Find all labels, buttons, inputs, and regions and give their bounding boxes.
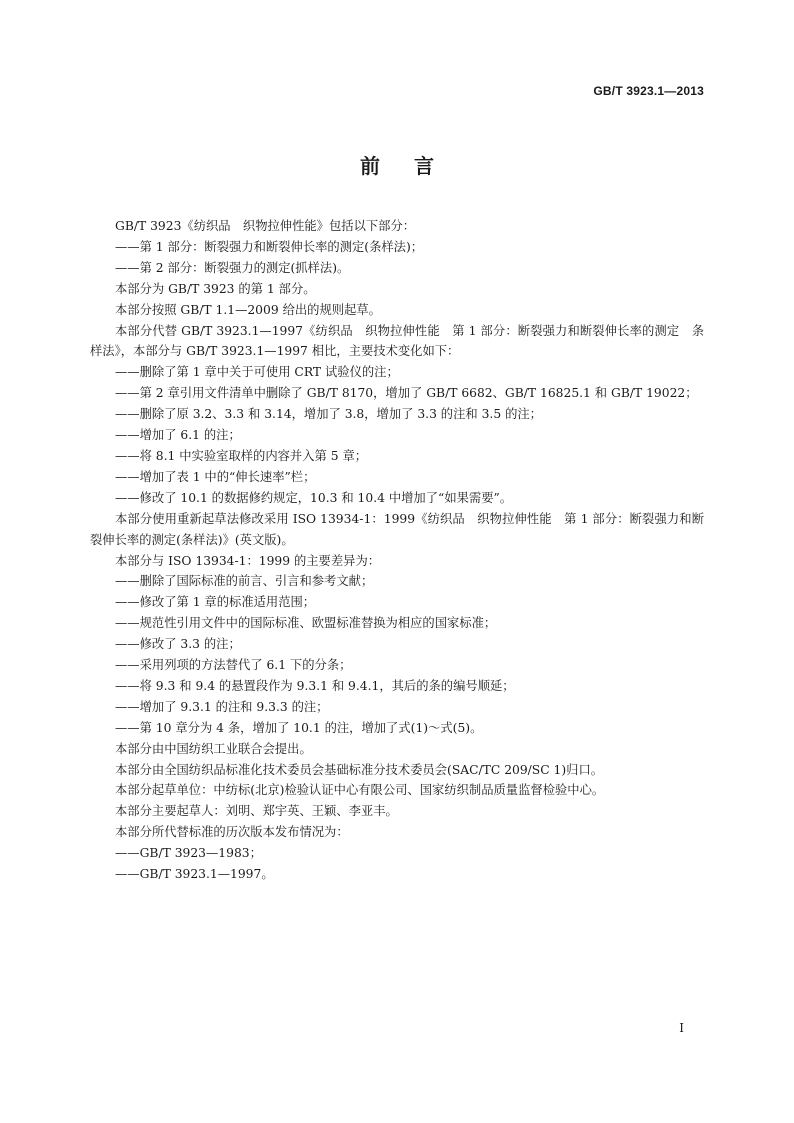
list-item: ——GB/T 3923—1983；	[115, 846, 262, 861]
list-item: ——增加了 9.3.1 的注和 9.3.3 的注；	[115, 699, 329, 714]
paragraph: 本部分与 ISO 13934-1：1999 的主要差异为：	[115, 553, 381, 568]
list-item: ——第 1 部分：断裂强力和断裂伸长率的测定(条样法)；	[115, 239, 424, 254]
title-char-1: 前	[360, 154, 380, 178]
page-number: I	[679, 1021, 684, 1035]
paragraph: 本部分由全国纺织品标准化技术委员会基础标准分技术委员会(SAC/TC 209/SC 1)归口。	[115, 762, 604, 777]
paragraph: 本部分代替 GB/T 3923.1—1997《纺织品 织物拉伸性能 第 1 部分：断裂强力和断裂伸长率的测定 条样法》，本部分与 GB/T 3923.1—1997 相比，主要技术变化如下：	[90, 323, 704, 359]
standard-code: GB/T 3923.1—2013	[593, 84, 704, 98]
list-item: ——将 9.3 和 9.4 的悬置段作为 9.3.1 和 9.4.1，其后的条的编号顺延；	[115, 678, 515, 693]
title-char-2: 言	[414, 154, 434, 178]
list-item: ——删除了第 1 章中关于可使用 CRT 试验仪的注；	[115, 365, 399, 380]
paragraph: 本部分为 GB/T 3923 的第 1 部分。	[115, 281, 316, 296]
paragraph: 本部分起草单位：中纺标(北京)检验认证中心有限公司、国家纺织制品质量监督检验中心。	[115, 783, 605, 798]
paragraph: 本部分使用重新起草法修改采用 ISO 13934-1：1999《纺织品 织物拉伸性能 第 1 部分：断裂强力和断裂伸长率的测定(条样法)》(英文版)。	[90, 511, 704, 547]
paragraph: 本部分由中国纺织工业联合会提出。	[115, 741, 312, 756]
list-item: ——第 2 章引用文件清单中删除了 GB/T 8170，增加了 GB/T 6682、GB/T 16825.1 和 GB/T 19022；	[115, 386, 698, 401]
list-item: ——修改了第 1 章的标准适用范围；	[115, 595, 316, 610]
list-item: ——增加了表 1 中的“伸长速率”栏；	[115, 469, 316, 484]
list-item: ——增加了 6.1 的注；	[115, 428, 241, 443]
list-item: ——第 2 部分：断裂强力的测定(抓样法)。	[115, 260, 350, 275]
page-title	[0, 150, 794, 179]
list-item: ——将 8.1 中实验室取样的内容并入第 5 章；	[115, 448, 368, 463]
list-item: ——规范性引用文件中的国际标准、欧盟标准替换为相应的国家标准；	[115, 616, 497, 631]
paragraph: 本部分所代替标准的历次版本发布情况为：	[115, 825, 349, 840]
paragraph: GB/T 3923《纺织品 织物拉伸性能》包括以下部分：	[115, 219, 416, 233]
list-item: ——采用列项的方法替代了 6.1 下的分条；	[115, 658, 352, 673]
foreword-body	[90, 216, 704, 885]
paragraph: 本部分按照 GB/T 1.1—2009 给出的规则起草。	[115, 302, 381, 317]
list-item: ——删除了国际标准的前言、引言和参考文献；	[115, 574, 374, 589]
list-item: ——删除了原 3.2、3.3 和 3.14，增加了 3.8，增加了 3.3 的注和 3.5 的注；	[115, 407, 542, 422]
list-item: ——GB/T 3923.1—1997。	[115, 867, 274, 882]
list-item: ——修改了 10.1 的数据修约规定，10.3 和 10.4 中增加了“如果需要”。	[115, 490, 513, 505]
list-item: ——修改了 3.3 的注；	[115, 637, 241, 652]
list-item: ——第 10 章分为 4 条，增加了 10.1 的注，增加了式(1)～式(5)。	[115, 720, 483, 735]
paragraph: 本部分主要起草人：刘明、郑宇英、王颖、李亚丰。	[115, 804, 398, 819]
